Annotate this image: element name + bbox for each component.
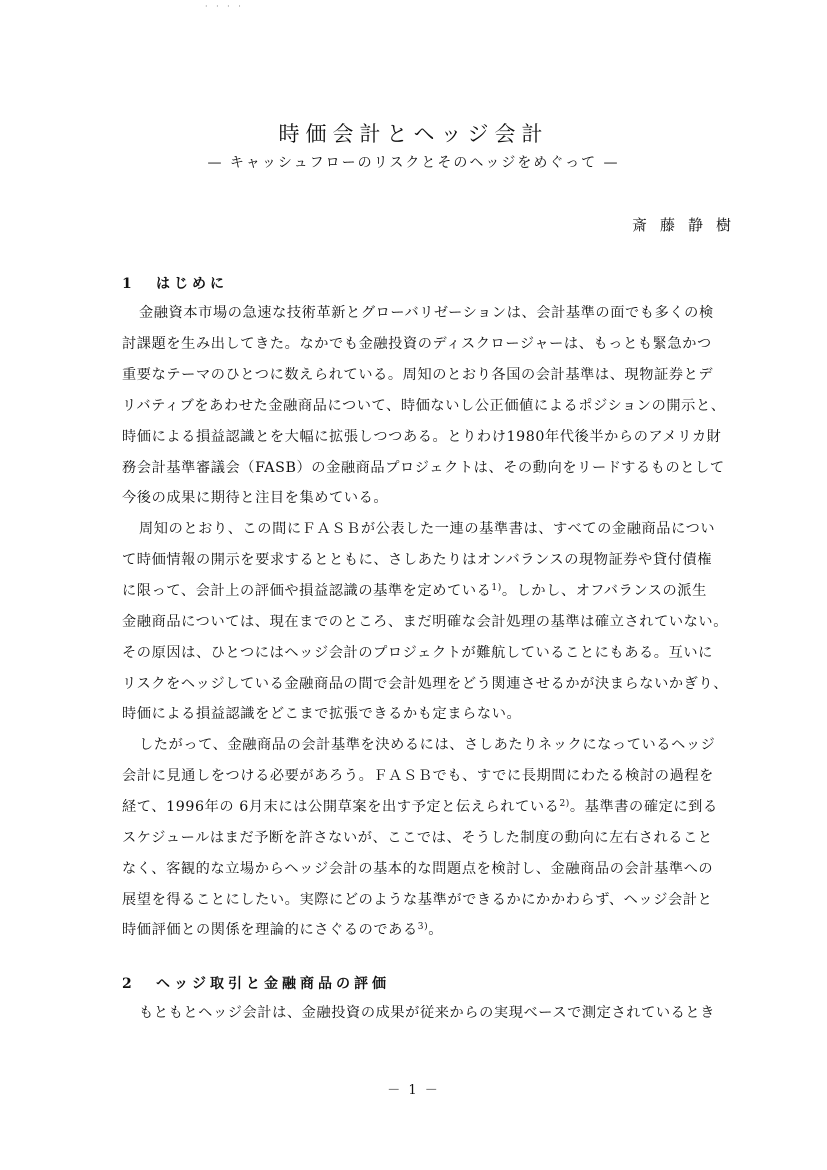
paragraph-line: 時価による損益認識をどこまで拡張できるかも定まらない。 <box>122 706 522 722</box>
line-text: 時価評価との関係を理論的にさぐるのである <box>122 922 418 938</box>
paragraph-line: リスクをヘッジしている金融商品の間で会計処理をどう関連させるかが決まらないかぎり、 <box>122 676 729 692</box>
paragraph-line: 金融資本市場の急速な技術革新とグローバリゼーションは、会計基準の面でも多くの検 <box>139 305 714 321</box>
paper-title: 時価会計とヘッジ会計 <box>278 122 549 146</box>
line-text: 。 <box>428 922 443 938</box>
line-text: 。基準書の確定に到る <box>569 799 718 815</box>
paragraph-line: 時価による損益認識とを大幅に拡張しつつある。とりわけ1980年代後半からのアメリカ財 <box>122 429 722 445</box>
paragraph-line: 周知のとおり、この間にＦＡＳＢが公表した一連の基準書は、すべての金融商品につい <box>139 521 716 537</box>
section-number: 1 <box>122 276 132 292</box>
paragraph-line: したがって、金融商品の会計基準を決めるには、さしあたりネックになっているヘッジ <box>139 737 716 753</box>
paragraph-line <box>122 796 762 818</box>
paragraph-line: 会計に見通しをつける必要があろう。ＦＡＳＢでも、すでに長期間にわたる検討の過程を <box>122 768 714 784</box>
paragraph-line: 金融商品については、現在までのところ、まだ明確な会計処理の基準は確立されていない。 <box>122 614 729 630</box>
line-text: に限って、会計上の評価や損益認識の基準を定めている <box>122 583 492 599</box>
section-1-heading <box>122 273 228 293</box>
section-number: 2 <box>122 976 132 992</box>
paragraph-line: もともとヘッジ会計は、金融投資の成果が従来からの実現ベースで測定されているとき <box>139 1005 716 1021</box>
paper-subtitle: — キャッシュフローのリスクとそのヘッジをめぐって — <box>207 155 620 171</box>
paragraph-line <box>122 919 762 941</box>
footnote-ref-1: 1) <box>491 583 502 593</box>
line-text: 経て、1996年の 6月末には公開草案を出す予定と伝えられている <box>122 799 560 815</box>
paragraph-line: 務会計基準審議会（FASB）の金融商品プロジェクトは、その動向をリードするものとして <box>122 460 725 476</box>
paragraph-line: 討課題を生み出してきた。なかでも金融投資のディスクロージャーは、もっとも緊急かつ <box>122 336 712 352</box>
section-2-heading <box>122 973 390 993</box>
scan-mark: · · · · <box>205 2 244 11</box>
paragraph-line: スケジュールはまだ予断を許さないが、ここでは、そうした制度の動向に左右されること <box>122 830 713 846</box>
paragraph-line <box>122 580 762 602</box>
paragraph-line: リバティブをあわせた金融商品について、時価ないし公正価値によるポジションの開示と、 <box>122 398 726 414</box>
paragraph-line: その原因は、ひとつにはヘッジ会計のプロジェクトが難航していることにもある。互いに <box>122 645 713 661</box>
paragraph-line: 今後の成果に期待と注目を集めている。 <box>122 490 389 506</box>
paragraph-line: 重要なテーマのひとつに数えられている。周知のとおり各国の会計基準は、現物証券とデ <box>122 367 714 383</box>
paragraph-line: 展望を得ることにしたい。実際にどのような基準ができるかにかかわらず、ヘッジ会計と <box>122 892 713 908</box>
author-name: 斎藤静樹 <box>632 216 745 234</box>
footnote-ref-2: 2) <box>559 799 570 809</box>
line-text: 。しかし、オフバランスの派生 <box>501 583 707 599</box>
section-title: ヘッジ取引と金融商品の評価 <box>156 976 390 992</box>
footnote-ref-3: 3) <box>417 922 429 932</box>
paragraph-line: て時価情報の開示を要求するとともに、さしあたりはオンバランスの現物証券や貸付債権 <box>122 552 713 568</box>
paragraph-line: なく、客観的な立場からヘッジ会計の基本的な問題点を検討し、金融商品の会計基準への <box>122 861 714 877</box>
section-title: はじめに <box>156 276 228 292</box>
page-number: － 1 － <box>387 1083 440 1098</box>
